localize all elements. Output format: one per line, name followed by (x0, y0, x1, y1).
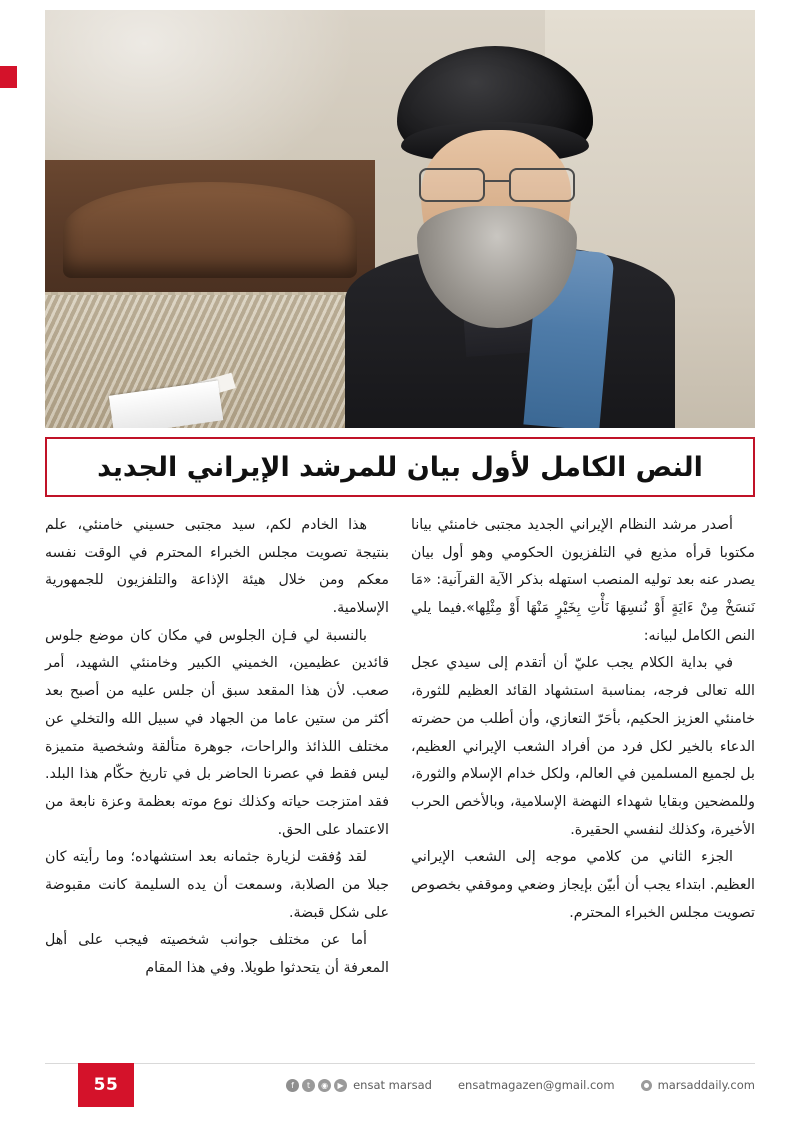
paragraph: بالنسبة لي فـإن الجلوس في مكان كان موضع جلوس قائدين عظيمين، الخميني الكبير وخامنئي الشهيد، أمر صعب. لأن هذا المقعد سبق أن جلس عليه من أصبح بعد أكثر من ستين عاما من الجهاد في سبيل الله والتخلي عن مختلف اللذائذ والراحات، جوهرة متألقة وشخصية متميزة ليس فقط في عصرنا الحاضر بل في تاريخ حكّام هذا البلد. فقد امتزجت حياته وكذلك نوع موته بعظمة وعزة نابعة من الاعتماد على الحق. (45, 627, 389, 838)
article-body (45, 512, 755, 1042)
photo-background (45, 10, 755, 428)
social-icons[interactable] (286, 1079, 347, 1092)
footer-email-label: ensatmagazen@gmail.com (457, 1078, 615, 1092)
glasses-bridge (483, 180, 511, 182)
paragraph: لقد وُفقت لزيارة جثمانه بعد استشهاده؛ وما رأيته كان جبلا من الصلابة، وسمعت أن يده السليمة كانت مقبوضة على شكل قبضة. (45, 849, 389, 921)
footer-email[interactable] (458, 1078, 615, 1092)
paragraph: أما عن مختلف جوانب شخصيته فيجب على أهل المعرفة أن يتحدثوا طويلا. وفي هذا المقام (45, 932, 389, 976)
glasses-lens-right (509, 168, 575, 202)
footer-divider (45, 1063, 755, 1064)
facebook-icon[interactable]: f (286, 1079, 299, 1092)
page-number: 55 (78, 1063, 134, 1107)
glasses-lens-left (419, 168, 485, 202)
page-edge-accent-tab (0, 66, 17, 88)
youtube-icon[interactable]: ▶ (334, 1079, 347, 1092)
globe-icon (641, 1080, 652, 1091)
paragraph: أصدر مرشد النظام الإيراني الجديد مجتبى خامنئي بيانا مكتوبا قرأه مذيع في التلفزيون الحكومي وهو أول بيان يصدر عنه بعد توليه المنصب استهله بذكر الآية القرآنية: «مَا نَنسَخْ مِنْ ءَايَةٍ أَوْ نُنسِهَا نَأْتِ بِخَيْرٍ مَنْهَا أَوْ مِثْلِها».فيما يلي النص الكامل لبيانه: (411, 517, 755, 644)
article-column-left (45, 512, 389, 1042)
instagram-icon[interactable]: ◉ (318, 1079, 331, 1092)
paragraph: هذا الخادم لكم، سيد مجتبى حسيني خامنئي، علم بنتيجة تصويت مجلس الخبراء المحترم في الوقت نفسه معكم ومن خلال هيئة الإذاعة والتلفزيون للجمهورية الإسلامية. (45, 517, 389, 617)
paragraph: الجزء الثاني من كلامي موجه إلى الشعب الإيراني العظيم. ابتداء يجب أن أبيّن بإيجاز وضعي وموقفي بخصوص تصويت مجلس الخبراء المحترم. (411, 849, 755, 921)
article-photo (45, 10, 755, 428)
photo-subject-glasses (417, 168, 577, 198)
footer-social[interactable] (286, 1078, 432, 1092)
footer-website-label: marsaddaily.com (657, 1078, 755, 1092)
footer (180, 1068, 755, 1102)
headline-box (45, 437, 755, 497)
footer-website[interactable] (641, 1078, 755, 1092)
twitter-icon[interactable]: t (302, 1079, 315, 1092)
paragraph: في بداية الكلام يجب عليّ أن أتقدم إلى سيدي عجل الله تعالى فرجه، بمناسبة استشهاد القائد العظيم للثورة، خامنئي العزيز الحكيم، بأحَرّ التعازي، وأن أطلب من حضرته الدعاء بالخير لكل فرد من أفراد الشعب الإيراني العظيم، بل لجميع المسلمين في العالم، ولكل خدام الإسلام والثورة، وللمضحين وبقايا شهداء النهضة الإسلامية، وبالأخص الحرب الأخيرة، وكذلك لنفسي الحقيرة. (411, 655, 755, 838)
page-title: النص الكامل لأول بيان للمرشد الإيراني الجديد (97, 451, 703, 483)
article-column-right (411, 512, 755, 1042)
footer-brand-label: ensat marsad (353, 1078, 432, 1092)
